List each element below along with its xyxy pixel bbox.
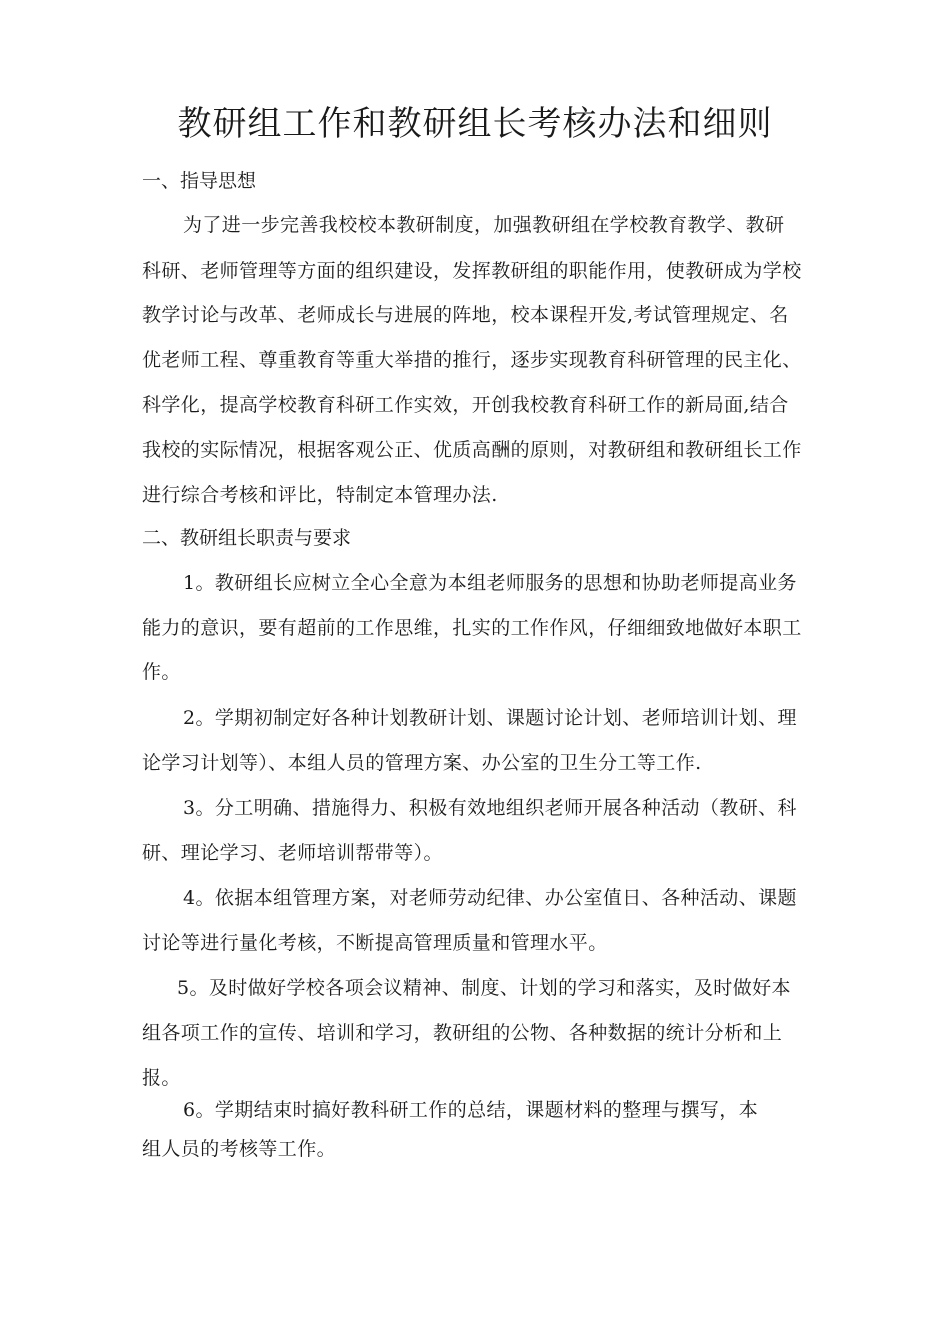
list-item-line: 论学习计划等）、本组人员的管理方案、办公室的卫生分工等工作. <box>142 752 702 774</box>
list-item-line: 研、理论学习、老师培训帮带等）。 <box>142 842 443 864</box>
list-item-line: 作。 <box>142 661 181 683</box>
list-item-line: 报。 <box>142 1067 181 1089</box>
document-title: 教研组工作和教研组长考核办法和细则 <box>177 104 773 144</box>
list-item-line: 组各项工作的宣传、培训和学习，教研组的公物、各种数据的统计分析和上 <box>142 1022 783 1044</box>
list-item-line: 5。及时做好学校各项会议精神、制度、计划的学习和落实，及时做好本 <box>177 977 791 999</box>
paragraph-line: 科研、老师管理等方面的组织建设，发挥教研组的职能作用，使教研成为学校 <box>142 260 802 282</box>
list-item-line: 能力的意识，要有超前的工作思维，扎实的工作作风，仔细细致地做好本职工 <box>142 617 802 639</box>
list-item-line: 6。学期结束时搞好教科研工作的总结，课题材料的整理与撰写，本 <box>183 1099 759 1121</box>
paragraph-line: 科学化，提高学校教育科研工作实效，开创我校教育科研工作的新局面,结合 <box>142 394 789 416</box>
paragraph-line: 我校的实际情况，根据客观公正、优质高酬的原则，对教研组和教研组长工作 <box>142 439 802 461</box>
list-item-line: 1。教研组长应树立全心全意为本组老师服务的思想和协助老师提高业务 <box>183 572 797 594</box>
paragraph-line: 为了进一步完善我校校本教研制度，加强教研组在学校教育教学、教研 <box>183 214 785 236</box>
list-item-line: 组人员的考核等工作。 <box>142 1138 337 1160</box>
paragraph-line: 进行综合考核和评比，特制定本管理办法. <box>142 484 498 506</box>
list-item-line: 2。学期初制定好各种计划教研计划、课题讨论计划、老师培训计划、理 <box>183 707 797 729</box>
paragraph-line: 教学讨论与改革、老师成长与进展的阵地，校本课程开发,考试管理规定、名 <box>142 304 789 326</box>
section-heading-guiding-thought: 一、指导思想 <box>142 170 257 192</box>
list-item-line: 讨论等进行量化考核，不断提高管理质量和管理水平。 <box>142 932 608 954</box>
section-heading-duties: 二、教研组长职责与要求 <box>142 527 352 549</box>
paragraph-line: 优老师工程、尊重教育等重大举措的推行，逐步实现教育科研管理的民主化、 <box>142 349 802 371</box>
list-item-line: 4。依据本组管理方案，对老师劳动纪律、办公室值日、各种活动、课题 <box>183 887 797 909</box>
list-item-line: 3。分工明确、措施得力、积极有效地组织老师开展各种活动（教研、科 <box>183 797 797 819</box>
